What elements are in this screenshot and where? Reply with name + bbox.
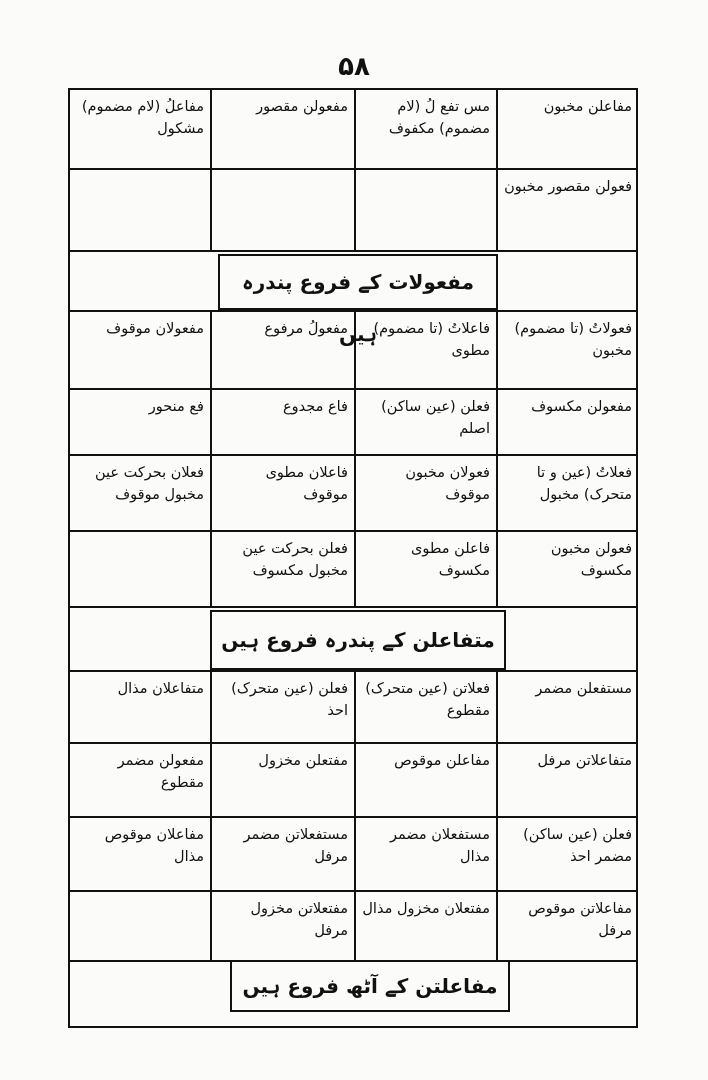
table-cell: مفعولن مکسوف [531, 399, 632, 415]
table-cell: مفاعلان موقوص مذال [104, 827, 204, 866]
table-cell: فعولن مقصور مخبون [504, 179, 632, 195]
table-cell: مستفعلاتن مضمر مرفل [243, 827, 348, 866]
table-cell: فعلن (عین ساکن) اصلم [381, 399, 490, 438]
table-cell: مفتعلاتن مخزول مرفل [250, 901, 348, 940]
table-cell: مفعولُ مرفوع [264, 321, 348, 337]
table-cell: فاعلاتُ (تا مضموم) مطوی [373, 321, 490, 360]
table-cell: فعولان مخبون موقوف [405, 465, 490, 504]
table-cell: فعلان بحرکت عین مخبول موقوف [94, 465, 204, 504]
table-cell: مفاعلُ (لام مضموم) مشکول [81, 99, 204, 138]
table-cell: مفتعلان مخزول مذال [362, 901, 490, 917]
section-heading: متفاعلن کے پندرہ فروع ہیں [210, 610, 506, 670]
table-cell: مفعولن مضمر مقطوع [117, 753, 204, 792]
table-cell: متفاعلان مذال [117, 681, 204, 697]
table-cell: مفتعلن مخزول [258, 753, 348, 769]
table-cell: مفعولن مقصور [256, 99, 348, 115]
table-cell: فاعلان مطوی موقوف [265, 465, 348, 504]
table-cell: فعلاتُ (عین و تا متحرک) مخبول [536, 465, 632, 504]
section-heading: مفاعلتن کے آٹھ فروع ہیں [230, 960, 510, 1012]
table-cell: فعولاتُ (تا مضموم) مخبون [514, 321, 632, 360]
table-cell: فاعلن مطوی مکسوف [411, 541, 490, 580]
table-cell: مس تفع لُ (لام مضموم) مکفوف [388, 99, 490, 138]
table-cell: مفاعلاتن موقوص مرفل [528, 901, 632, 940]
page-number: ۵۸ [338, 52, 370, 82]
table-cell: مستفعلان مضمر مذال [389, 827, 490, 866]
table-cell: متفاعلاتن مرفل [537, 753, 632, 769]
table-cell: مفاعلن مخبون [543, 99, 632, 115]
table-cell: فع منحور [148, 399, 204, 415]
table-cell: فعلاتن (عین متحرک) مقطوع [365, 681, 490, 720]
section-heading: مفعولات کے فروع پندرہ ہیں [218, 254, 498, 310]
table-cell: مفعولان موقوف [106, 321, 204, 337]
table-cell: فاع مجدوع [282, 399, 348, 415]
table-cell: فعلن (عین ساکن) مضمر احذ [523, 827, 632, 866]
table-cell: مفاعلن موقوص [394, 753, 490, 769]
table-frame [68, 88, 638, 1028]
table-cell: مستفعلن مضمر [535, 681, 632, 697]
table-cell: فعولن مخبون مکسوف [550, 541, 632, 580]
table-cell: فعلن (عین متحرک) احذ [231, 681, 348, 720]
table-cell: فعلن بحرکت عین مخبول مکسوف [242, 541, 348, 580]
